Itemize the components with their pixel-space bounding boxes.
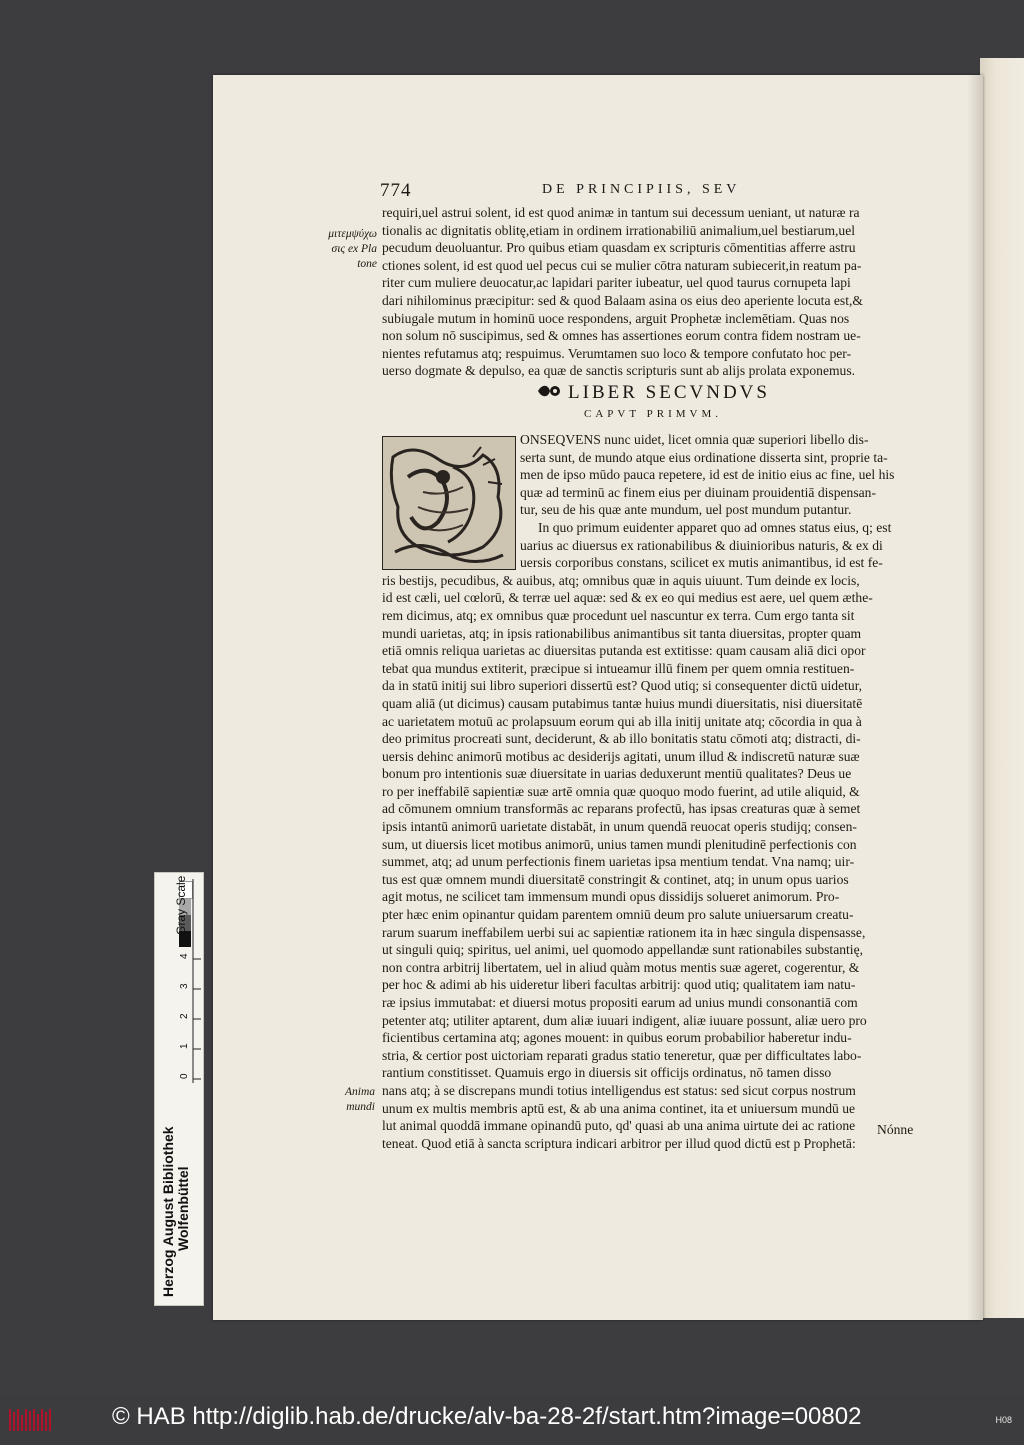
library-name <box>161 963 191 1303</box>
margin-note-metempsychosis <box>301 227 377 272</box>
text-line: riter cum muliere deuocatur,ac lapidari pariter iubeatur, uel quod taurus cornupeta lapi <box>382 275 851 291</box>
text-line: non solum nō suscipimus, sed & omnes has assertiones eorum contra fidem nostram ue- <box>382 328 861 344</box>
text-line: serta sunt, de mundo atque eius ordinatione disserta sint, proprie ta- <box>520 449 888 465</box>
margin-note-line: μιτεμψύχω <box>328 228 377 240</box>
text-line: uarius ac diuersus ex rationabilibus & diuinioribus naturis, & ex di <box>520 537 883 553</box>
fleuron-ornament <box>536 383 562 399</box>
text-line: etiā omnis reliqua uarietas ac diuersitas putanda est extitisse: quam causam aliā dici opor <box>382 643 866 659</box>
scale-number: 1 <box>179 1043 190 1049</box>
text-line: men de ipso mūdo pauca repetere, id est de initio eius ac fine, uel his <box>520 467 895 483</box>
text-line: bonum pro intentionis suæ diuersitate in uarias deduxerunt mentiū qualitates? Deus ue <box>382 766 852 782</box>
chapter-heading: CAPVT PRIMVM. <box>584 408 722 420</box>
text-line: quæ ad terminū ac finem eius per diuinam prouidentiā dispensan- <box>520 484 876 500</box>
text-line: rem dicimus, atq; ex omnibus quæ procedunt uel nascuntur ex terra. Cum ergo tanta sit <box>382 607 855 623</box>
text-line: tur, seu de his quæ ante mundum, uel post mundum putantur. <box>520 502 852 518</box>
book-heading <box>493 382 813 404</box>
text-line: rantium constitisset. Quamuis ergo in diuersis sit officijs ordinatus, nō tamen disso <box>382 1065 832 1081</box>
text-line: requiri,uel astrui solent, id est quod animæ in tantum sui decessum ueniant, ut naturæ ra <box>382 205 860 220</box>
text-line: ipsis intantū animorū uarietate distabāt, in unum quendā reuocat operis studijq; consen- <box>382 819 857 835</box>
text-line: unum ex multis membris aptū est, & ab una anima continet, ita et uniuersum mundū ue <box>382 1100 856 1116</box>
text-line: petenter atq; utiliter aptarent, dum aliæ iuuari indigent, aliæ iuuare possunt, aliæ uero pro <box>382 1012 867 1028</box>
text-line: ræ ipsius immutabat: et diuersi motus propositi earum ad unius mundi consonantiā com <box>382 995 858 1010</box>
margin-note-line: σις ex Pla <box>331 243 377 255</box>
decorated-initial-c <box>382 436 516 570</box>
text-line: non contra arbitrij libertatem, uel in aliud quàm motus mentis suæ ageret, cogerentur, & <box>382 959 860 975</box>
text-line: mundi uarietas, atq; in ipsis rationabilibus animantibus sit tanta diuersitas, propter quam <box>382 625 862 641</box>
text-line: nans atq; à se discrepans mundi totius intelligendus est status: sed sicut corpus nostrum <box>382 1082 856 1098</box>
page-number: 774 <box>380 180 412 201</box>
text-line: dari nihilominus præcipitur: sed & quod Balaam asina os eius deo aperiente locuta est,& <box>382 292 863 308</box>
text-line: uersis corporibus constans, scilicet ex mutis animantibus, id est fe- <box>520 555 883 571</box>
footer-bar <box>0 1395 1024 1445</box>
text-line: per hoc & adimi ab his uideretur liberi facultas arbitrij: quod utiq; qualitatem iam natu- <box>382 977 856 993</box>
text-line: tionalis ac dignitatis oblitę,etiam in ordinem irrationabiliū animalium,uel bestiarum,uel <box>382 222 856 238</box>
text-line: tebat qua mundus extiterit, præcipue si intueamur illū finem per quem omnia restituen- <box>382 660 855 676</box>
text-line: ut singuli quiq; spiritus, uel animi, uel quomodo appellandæ sunt rationabiles substantię, <box>382 942 864 958</box>
text-line: rarum suarum ineffabilem uerbi sui ac sapientiæ rationem ita in hæc singula dispensasse, <box>382 924 866 940</box>
text-line: da in statū initij sui libro superiori dissertū est? Quod utiq; si consequenter dictū uidetur, <box>382 678 863 694</box>
text-line: ONSEQVENS nunc uidet, licet omnia quæ superiori libello dis- <box>520 432 869 447</box>
footer-id: H08 <box>995 1415 1012 1425</box>
running-head <box>380 180 900 204</box>
scale-ruler <box>191 879 201 1083</box>
library-name-line: Herzog August Bibliothek <box>160 1126 176 1297</box>
text-line: subiugale mutum in hominū uoce respondens, arguit Prophetæ inclemētiam. Quas nos <box>382 310 850 326</box>
text-line: nientes refutamus atq; respuimus. Verumtamen suo loco & tempore confutato hoc per- <box>382 345 852 361</box>
running-title: DE PRINCIPIIS, SEV <box>542 182 741 197</box>
text-line: deo primitus procreati sunt, deciderunt, & ab illo bonitatis statu cōmoti atq; distracti, di- <box>382 731 861 747</box>
margin-note-line: Anima <box>344 1086 375 1098</box>
text-line: id est cæli, uel cœlorū, & terræ uel aquæ: sed & ex eo qui medius est aere, uel quem æthe- <box>382 590 873 606</box>
scale-number: 4 <box>179 953 190 959</box>
text-line: In quo primum euidenter apparet quo ad omnes status eius, q; est <box>538 519 892 535</box>
scale-number: 3 <box>179 983 190 989</box>
text-line: ro per ineffabilē sapientiæ suæ artē omnia quæ quoquo modo fuerint, ad utile aliquid, & <box>382 783 860 799</box>
text-line: agit motus, ne scilicet tam immensum mundi opus dissidijs solueret animorum. Pro- <box>382 889 840 905</box>
text-line: teneat. Quod etiā à sancta scriptura indicari arbitror per illud quod dictū est p Prophetā: <box>382 1135 856 1151</box>
catchword: Nónne <box>877 1122 914 1137</box>
page-gutter-shadow <box>967 75 983 1320</box>
text-line: summet, atq; ad unum perfectionis finem uarietas ipsa mentium tendat. Vna namq; uir- <box>382 854 855 870</box>
scale-number: 2 <box>179 1013 190 1019</box>
text-line: lut animal quoddā immane opinandū puto, qd' quasi ab una anima uirtute dei ac ratione <box>382 1118 856 1134</box>
margin-note-anima-mundi <box>333 1085 375 1115</box>
library-name-line: Wolfenbüttel <box>175 1166 191 1251</box>
margin-note-line: tone <box>357 258 377 270</box>
paragraph-opening <box>382 204 930 380</box>
text-line: uerso dogmate & depulso, ea quæ de sanctis scripturis sunt ab alijs prolata exponemus. <box>382 363 856 379</box>
text-line: uersis dehinc animorū motibus ac desiderijs agitati, unum illud & indiscretū naturæ suæ <box>382 748 860 764</box>
footer-citation: © HAB http://diglib.hab.de/drucke/alv-ba-28-2f/start.htm?image=00802 <box>112 1403 862 1430</box>
text-line: sum, ut diuersis licet motibus animorū, unius tamen mundi plenitudinē perfectionis con <box>382 836 857 852</box>
text-line: stria, & certior post uictoriam reparati gradus statio teneretur, quæ per difficultates labo- <box>382 1047 862 1063</box>
gray-scale-label: Gray Scale <box>174 875 188 935</box>
woodcut-illustration <box>383 437 515 569</box>
text-line: ac uarietatem motuū ac prolapsuum eorum qui ab illa initij unitate atq; cōcordia in qua à <box>382 713 862 729</box>
hab-logo-icon <box>8 1407 54 1433</box>
text-line: ficientibus certamina atq; agones mouent: in quibus eorum probabilior haberetur indu- <box>382 1030 852 1046</box>
text-line: pter hæc enim opinantur quidam parentem omniū deum pro salute uniuersarum creatu- <box>382 907 854 923</box>
text-line: ris bestijs, pecudibus, & auibus, atq; omnibus quæ in aquis uiuunt. Tum deinde ex locis, <box>382 572 860 588</box>
text-line: pecudum deuoluantur. Pro quibus etiam quasdam ex scripturis cōmentitias afferre astru <box>382 240 856 256</box>
margin-note-line: mundi <box>346 1101 375 1113</box>
scale-number: 0 <box>179 1073 190 1079</box>
book-heading-text: LIBER SECVNDVS <box>568 382 770 403</box>
text-line: quam aliā (ut dicimus) causam putabimus tantæ huius mundi diuersitatis, nisi diuersitatē <box>382 695 863 711</box>
facing-page-edge <box>980 58 1024 1318</box>
text-line: tus est quæ omnem mundi diuersitatē constringit & continet, atq; in unum opus uarios <box>382 871 849 887</box>
text-line: ctiones solent, id est quod uel pecus cui se mulier cōtra naturam subiecerit,in reatum pa- <box>382 257 862 273</box>
text-line: ad cōmunem omnium transformās ac reparans profectū, has ipsas creaturas quæ à semet <box>382 801 861 817</box>
color-scale-strip <box>154 872 204 1306</box>
book-page <box>213 75 983 1320</box>
